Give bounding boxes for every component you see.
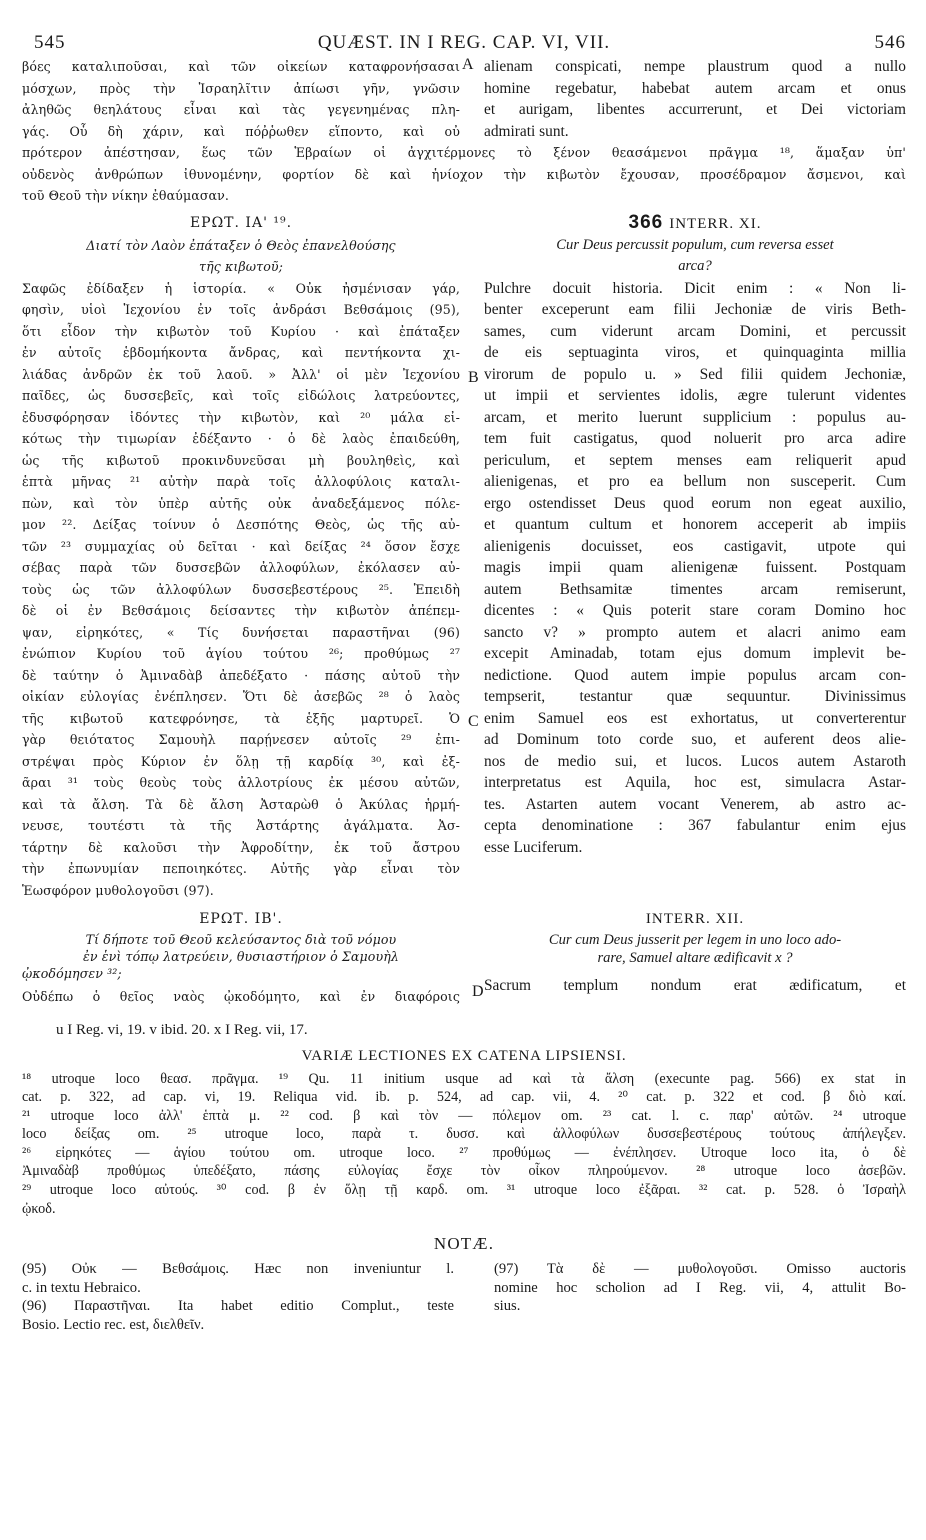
text-line: ἑπτὰ μῆνας ²¹ αὐτὴν παρὰ τοῖς ἀλλοφύλοις καταλι-	[22, 474, 460, 489]
text-line: πρότερον ἀπέστησαν, ἕως τῶν Ἑβραίων οἱ ἀγχιτέρμονες τὸ ξένον θεασάμενοι πρᾶγμα ¹⁸, ἅμαξαν ὑπ'	[22, 145, 906, 160]
text-line: Sacrum templum nondum erat ædificatum, et	[484, 977, 906, 994]
variae-title: VARIÆ LECTIONES EX CATENA LIPSIENSI.	[301, 1047, 627, 1064]
text-line: ὡς τῆς κιβωτοῦ προκινδυνεῦσαι μὴ βουληθεὶς, καὶ	[22, 452, 460, 468]
text-line: λιάδας ἀνδρῶν ἐκ τοῦ λαοῦ. » Ἀλλ' οἱ μὲν Ἰεχονίου	[22, 366, 460, 382]
text-line: nos de medio sui, et lucos. Lucos autem Astaroth	[484, 752, 906, 770]
notae-title: NOTÆ.	[433, 1234, 495, 1254]
rubric-line: ᾠκοδόμησεν ³²;	[22, 966, 122, 981]
text-line: φησὶν, υἱοὶ Ἰεχονίου ἐν τοῖς ἀνδράσι Βεθσάμοις (95),	[22, 302, 460, 317]
text-line: καὶ τὰ ἄλση. Τὰ δὲ ἄλση Ἀσταρὼθ ὁ Ἀκύλας ἡρμή-	[22, 796, 460, 812]
rubric-line: rare, Samuel altare ædificavit x ?	[597, 950, 793, 966]
section-title-latin-text: INTERR. XI.	[669, 215, 762, 232]
text-line: virorum de populo u. » Sed filii quidem Jechoniæ,	[484, 365, 906, 383]
rubric-line: τῆς κιβωτοῦ;	[199, 259, 283, 274]
variant-line: ᾠκοδ.	[22, 1200, 56, 1217]
text-line: Pulchre docuit historia. Dicit enim : « Non li-	[484, 279, 906, 297]
text-line: τάρτην δὲ καλοῦσι τὴν Ἀφροδίτην, ἐκ τοῦ ἄστρου	[22, 839, 460, 855]
text-line: γὰρ θειότατος Σαμουὴλ παρῄνεσεν αὐτοῖς ²⁹ ἐπι-	[22, 732, 460, 747]
section-title-greek: ΕΡΩΤ. ΙΒ'.	[199, 911, 283, 927]
greek-column	[22, 907, 460, 1008]
text-line: τῆς κιβωτοῦ κατεφρόνησε, τὰ ἑξῆς μαρτυρεῖ. Ὁ	[22, 710, 460, 726]
text-line: ad Dominum toto corde suo, et auferent deos alie-	[484, 731, 906, 748]
notes-left	[22, 1260, 454, 1334]
note-line: (96) Παραστῆναι. Ita habet editio Complut., teste	[22, 1298, 454, 1315]
text-line: ᾶραι ³¹ τοὺς θεοὺς τοὺς ἀλλοτρίους ἐκ μέσου αὐτῶν,	[22, 775, 460, 790]
text-line: et quantum cultum et honorem acceperit ab impiis	[484, 516, 906, 533]
running-header	[22, 28, 906, 56]
text-line: tempserit, testantur quæ sequuntur. Divinissimus	[484, 688, 906, 705]
text-line: γάς. Οὗ δὴ χάριν, καὶ πόῤῥωθεν εἵποντο, καὶ οὐ	[22, 123, 460, 139]
text-line: τῶν ²³ συμμαχίας οὐ δεῖται · καὶ δείξας ²⁴ ὅσον ἔσχε	[22, 538, 460, 554]
text-line: enim Samuel eos est exhortatus, ut converterentur	[484, 709, 906, 727]
rubric-line: Cur Deus percussit populum, cum reversa esset	[556, 236, 834, 253]
greek-column	[22, 211, 460, 902]
text-line: Ἑωσφόρον μυθολογοῦσι (97).	[22, 882, 214, 898]
margin-marker: C	[468, 712, 479, 730]
text-line: dicentes : « Quis poterit stare coram Domino hoc	[484, 602, 906, 619]
text-line: ut impii et servientes idolis, ægre tulerunt videntes	[484, 387, 906, 404]
text-line: sames, cum viderunt arcam Domini, et percussit	[484, 322, 906, 340]
note-line: c. in textu Hebraico.	[22, 1279, 141, 1296]
text-line: πὼν, καὶ τὸν ὑπὲρ αὐτῆς οὐκ ἀναδεξάμενος πόλε-	[22, 495, 460, 511]
note-line: (97) Τὰ δὲ — μυθολογοῦσι. Omisso auctoris	[494, 1261, 906, 1278]
text-line: ἐδυσφόρησαν ἰδόντες τὴν κιβωτὸν, καὶ ²⁰ μάλα εἰ-	[22, 409, 460, 425]
page-number-right: 546	[874, 32, 906, 53]
text-line: στρέψαι πρὸς Κύριον ἐν ὅλῃ τῇ καρδίᾳ ³⁰, καὶ ἐξ-	[22, 753, 460, 769]
text-line: nedictione. Quod autem impie populus arcam con-	[484, 666, 906, 684]
variant-line: ²¹ utroque loco ἀλλ' ἑπτὰ μ. ²² cod. β καὶ τὸν — πόλεμον om. ²³ cat. l. c. παρ' αὐτῶν. ²⁴ utroque	[22, 1107, 906, 1124]
latin-column	[484, 907, 906, 1008]
variant-line: ¹⁸ utroque loco θεασ. πρᾶγμα. ¹⁹ Qu. 11 initium usque ad καὶ τὰ ἄλση (execunte pag. 566) ex stat in	[22, 1070, 906, 1087]
text-line: excepit Aminadab, totam ejus domum implevit be-	[484, 645, 906, 662]
rubric-line: Cur cum Deus jusserit per legem in uno loco ado-	[548, 932, 842, 948]
rubric-greek	[22, 931, 460, 982]
variant-line: ²⁹ utroque loco αὐτούς. ³⁰ cod. β ἐν ὅλῃ τῇ καρδ. om. ³¹ utroque loco ἐξᾶραι. ³² cat. p. 528. ὁ Ἰσραὴλ	[22, 1182, 906, 1199]
text-line: sancto v? » prompto autem et alacri animo eam	[484, 623, 906, 641]
text-line: cepta denominatione : 367 fabulantur enim ejus	[484, 817, 906, 834]
text-line: τοῦ Θεοῦ τὴν νίκην ἐθαύμασαν.	[22, 188, 229, 203]
note-line: nomine hoc scholion ad I Reg. vii, 4, attulit Bo-	[494, 1279, 906, 1296]
text-line: arcam, et merito luerunt supplicium : populus au-	[484, 408, 906, 426]
rubric-line: ἐν ἑνὶ τόπῳ λατρεύειν, θυσιαστήριον ὁ Σαμουὴλ	[83, 949, 399, 964]
margin-marker: B	[468, 368, 479, 386]
variant-line: Ἀμιναδὰβ προθύμως ὑπεδέξατο, πάσης εὐλογίας ἔσχε τὸν οἶκον πληρούμενον. ²⁸ utroque loco ἀσεβῶν.	[22, 1163, 906, 1180]
section-title-latin	[484, 211, 906, 235]
variae-lectiones	[22, 1070, 906, 1219]
text-line: ψαν, εἰρηκότες, « Τίς δυνήσεται παραστῆναι (96)	[22, 624, 460, 640]
text-line: δὲ ταύτην ὁ Ἀμιναδὰβ ἀπεδέξατο · πάσης αὐτοῦ τὴν	[22, 667, 460, 683]
text-line: magis impii quam alienigenæ fuissent. Postquam	[484, 559, 906, 576]
text-line: παῖδες, ὡς δυσσεβεῖς, καὶ τοῖς εἰδώλοις λατρεύοντες,	[22, 388, 460, 403]
variant-line: cat. p. 322, ad cap. vi, 19. Reliqua vid. ib. p. 524, ad cap. vii, 4. ²⁰ cat. p. 322 et cod. β διὸ καί.	[22, 1089, 906, 1106]
text-line: et aurigam, libentes accurrerunt, et Dei victoriam	[484, 101, 906, 118]
text-line: periculum, et septem menses eam reliquerit apud	[484, 451, 906, 469]
rubric-latin	[484, 931, 906, 967]
text-line: esse Luciferum.	[484, 838, 583, 856]
notae	[22, 1260, 906, 1334]
text-line: de eis septuaginta viros, et quinquaginta millia	[484, 344, 906, 361]
text-line: σέβας παρὰ τῶν δυσσεβῶν ἀλλοφύλων, ἐκόλασεν αὐ-	[22, 560, 460, 575]
text-line: interpretatus est Aquila, hoc est, simulacra Astar-	[484, 774, 906, 791]
rubric-latin	[484, 235, 906, 278]
note-line: Bosio. Lectio rec. est, διελθεῖν.	[22, 1317, 205, 1334]
document-page	[22, 28, 906, 1335]
text-line: tes. Astarten autem vocant Venerem, ab astro ac-	[484, 795, 906, 813]
text-line: benter exceperunt eam filii Jechoniæ de viris Beth-	[484, 301, 906, 318]
margin-marker: D	[472, 983, 484, 1000]
column-number: 366	[628, 211, 664, 233]
text-line: ergo ostendisset Deus quod eorum non egeat auxilio,	[484, 494, 906, 512]
notes-right	[494, 1260, 906, 1334]
greek-body	[22, 278, 460, 902]
latin-body	[484, 975, 906, 997]
text-line: autem Bethsamitæ timentes arcam remiserunt,	[484, 580, 906, 598]
page-number-left: 545	[34, 32, 66, 53]
scripture-references: u I Reg. vi, 19. v ibid. 20. x I Reg. vii, 17.	[56, 1021, 308, 1038]
section-xi	[22, 211, 906, 902]
text-line: alienigenis docuisset, eos castigavit, utpote qui	[484, 537, 906, 555]
variant-line: ²⁶ εἰρηκότες — ἁγίου τούτου om. utroque loco. ²⁷ προθύμως — ἐνέπλησεν. Utroque loco ita, ὁ δὲ	[22, 1144, 906, 1161]
text-line: μόσχων, πρὸς τὴν Ἰσραηλῖτιν ἀπίωσι γῆν, γνῶσιν	[22, 80, 460, 96]
latin-column	[484, 211, 906, 902]
section-title-latin: INTERR. XII.	[645, 911, 745, 927]
text-line: tem fuit castigatus, quod noluerit pro arca adire	[484, 430, 906, 447]
text-line: Σαφῶς ἐδίδαξεν ἡ ἱστορία. « Οὐκ ἠσμένισαν γάρ,	[22, 280, 460, 296]
rubric-line: arca?	[678, 258, 712, 274]
text-line: ὅτι εἶδον τὴν κιβωτὸν τοῦ Κυρίου · καὶ ἐπάταξεν	[22, 323, 460, 339]
section-xii	[22, 907, 906, 1008]
top-continuation	[22, 56, 906, 142]
section-title-greek: ΕΡΩΤ. ΙΑ' ¹⁹.	[189, 214, 293, 231]
text-line: νευσε, τουτέστι τὰ τῆς Ἀστάρτης ἀγάλματα. Ἀσ-	[22, 818, 460, 833]
greek-full-width	[22, 142, 906, 207]
greek-continuation	[22, 56, 460, 142]
latin-continuation	[484, 56, 906, 142]
rubric-greek	[22, 235, 460, 278]
text-line: τοὺς ὡς τῶν ἀλλοφύλων δυσσεβεστέρους ²⁵. Ἐπειδὴ	[22, 581, 460, 597]
text-line: κότως τὴν τιμωρίαν ἐδέξαντο · ὁ δὲ λαὸς ἐπαιδεύθη,	[22, 431, 460, 446]
running-title: QUÆST. IN I REG. CAP. VI, VII.	[317, 32, 611, 53]
variant-line: loco δείξας om. ²⁵ utroque loco, παρὰ τ. δυσσ. καὶ ἀλλοφύλων δυσσεβεστέρους τούτους ἀπήλεγξεν.	[22, 1126, 906, 1143]
text-line: βόες καταλιποῦσαι, καὶ τῶν οἰκείων καταφρονήσασαι	[22, 59, 460, 74]
margin-marker: A	[462, 56, 474, 73]
text-line: alienigenas, et pro ea bellum non susceperit. Cum	[484, 473, 906, 490]
text-line: ἀληθῶς θεηλάτους εἶναι καὶ τὰς γεγενημένας πλη-	[22, 102, 460, 117]
text-line: τὴν ἐπωνυμίαν πεποιηκότες. Αὐτῆς γὰρ εἶναι τὸν	[22, 861, 460, 876]
greek-body	[22, 986, 460, 1008]
text-line: admirati sunt.	[484, 122, 569, 140]
text-line: ἐν αὐτοῖς ἑβδομήκοντα ἄνδρας, καὶ πεντήκοντα χι-	[22, 345, 460, 360]
text-line: οἰκίαν εὐλογίας ἐνέπλησεν. Ὅτι δὲ ἀσεβῶς ²⁸ ὁ λαὸς	[22, 689, 460, 704]
note-line: sius.	[494, 1298, 521, 1315]
text-line: δὲ οἱ ἐν Βεθσάμοις δείσαντες τὴν κιβωτὸν ἀπέπεμ-	[22, 603, 460, 618]
note-line: (95) Οὐκ — Βεθσάμοις. Hæc non inveniuntur l.	[22, 1261, 454, 1278]
text-line: homine regebatur, habebat autem arcam et onus	[484, 79, 906, 97]
text-line: μον ²². Δείξας τοίνυν ὁ Δεσπότης Θεὸς, ὡς τῆς αὐ-	[22, 517, 460, 532]
text-line: οὐδενὸς ἀνθρώπων ἰθυνομένην, φορτίον δὲ καὶ ἡνίοχον τὴν κιβωτὸν ἔχουσαν, προσέδραμον ἄσμενοι, καὶ	[22, 166, 906, 182]
text-line: alienam conspicati, nempe plaustrum quod a nullo	[484, 58, 906, 75]
rubric-line: Διατί τὸν Λαὸν ἐπάταξεν ὁ Θεὸς ἐπανελθούσης	[86, 237, 396, 253]
text-line: ἐνώπιον Κυρίου τοῦ ἁγίου τούτου ²⁶; προθύμως ²⁷	[22, 646, 460, 661]
latin-body	[484, 278, 906, 859]
rubric-line: Τί δήποτε τοῦ Θεοῦ κελεύσαντος διὰ τοῦ νόμου	[85, 932, 397, 947]
text-line: Οὐδέπω ὁ θεῖος ναὸς ᾠκοδόμητο, καὶ ἐν διαφόροις	[22, 989, 460, 1004]
